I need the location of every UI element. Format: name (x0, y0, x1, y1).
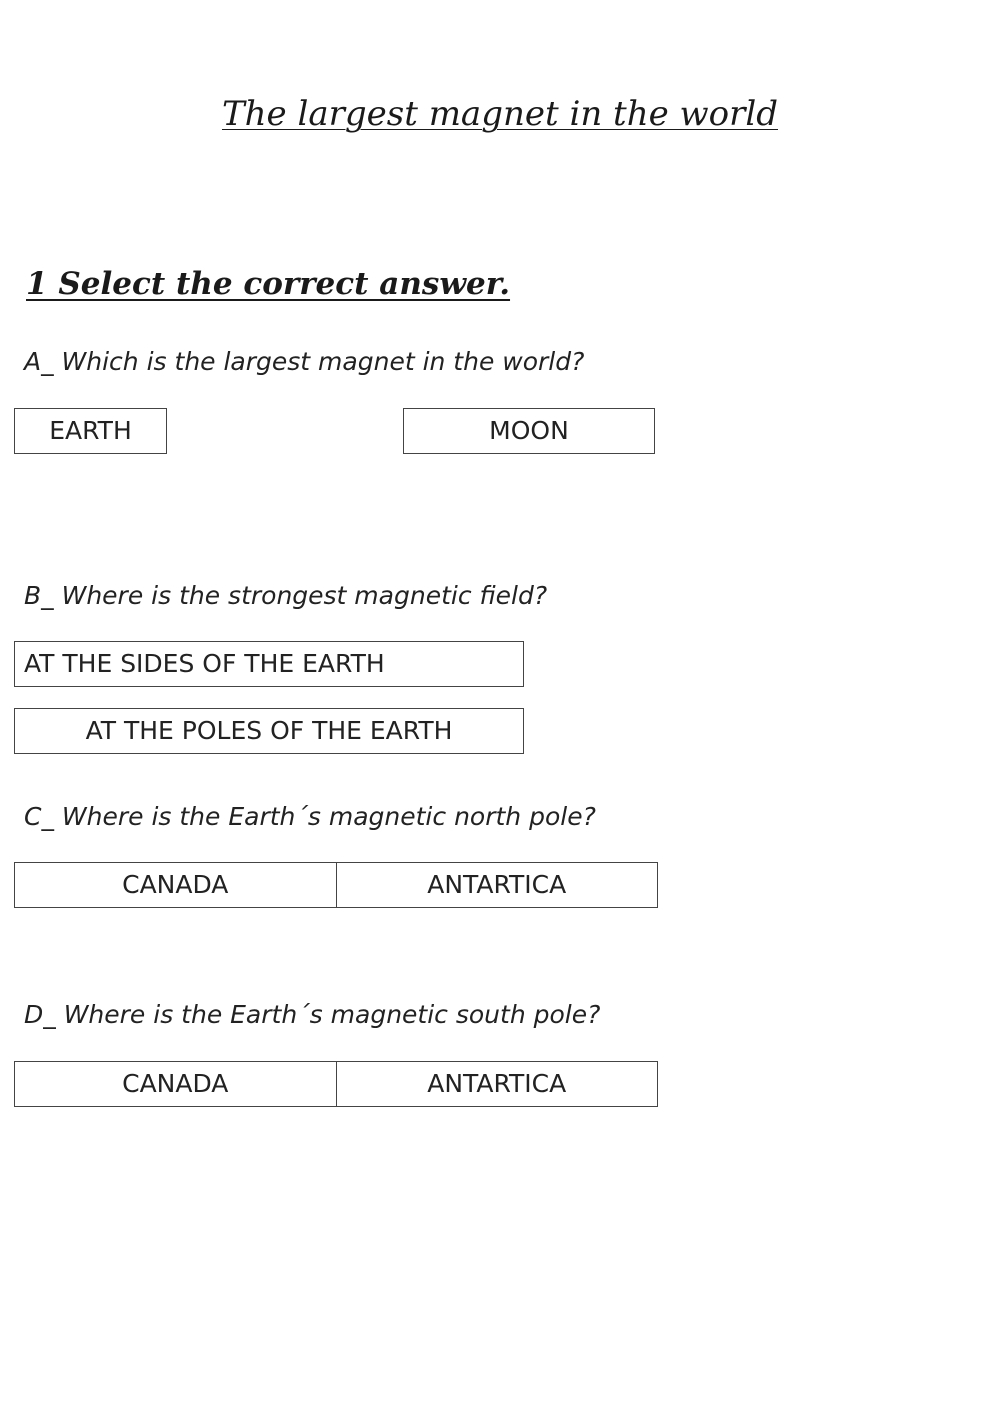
answer-d-antartica[interactable]: ANTARTICA (336, 1062, 658, 1106)
answer-c-antartica[interactable]: ANTARTICA (336, 863, 658, 907)
question-b: B_ Where is the strongest magnetic field? (24, 581, 548, 610)
answer-c-group (14, 862, 658, 908)
answer-a-earth[interactable]: EARTH (14, 408, 167, 454)
question-c: C_ Where is the Earth´s magnetic north pole? (24, 802, 596, 831)
question-d: D_ Where is the Earth´s magnetic south pole? (24, 1000, 601, 1029)
question-a: A_ Which is the largest magnet in the world? (24, 347, 585, 376)
answer-a-moon[interactable]: MOON (403, 408, 655, 454)
section-heading: 1 Select the correct answer. (26, 266, 511, 302)
answer-b-poles[interactable]: AT THE POLES OF THE EARTH (14, 708, 524, 754)
answer-d-canada[interactable]: CANADA (122, 1069, 229, 1098)
answer-b-sides[interactable]: AT THE SIDES OF THE EARTH (14, 641, 524, 687)
worksheet-title-text: The largest magnet in the world (221, 94, 778, 134)
answer-c-canada[interactable]: CANADA (122, 870, 229, 899)
worksheet-title (0, 92, 1000, 136)
answer-d-group (14, 1061, 658, 1107)
